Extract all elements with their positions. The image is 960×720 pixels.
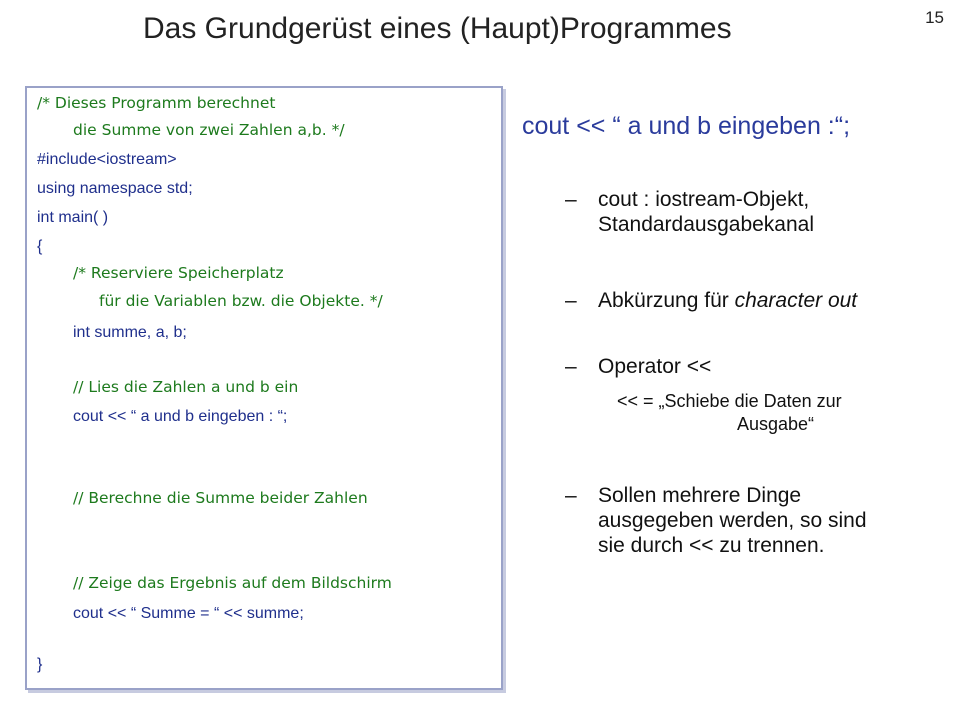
code-line-comment: die Summe von zwei Zahlen a,b. */ — [73, 121, 345, 139]
code-line-cout-sum: cout << “ Summe = “ << summe; — [73, 605, 304, 622]
operator-explanation-line: << = „Schiebe die Daten zur — [617, 391, 842, 411]
code-line-comment: für die Variablen bzw. die Objekte. */ — [99, 292, 383, 310]
code-line-main: int main( ) — [37, 209, 109, 226]
code-line-open-brace: { — [37, 238, 43, 255]
code-line-comment: // Berechne die Summe beider Zahlen — [73, 489, 368, 507]
code-line-declaration: int summe, a, b; — [73, 324, 187, 341]
code-line-comment: // Lies die Zahlen a und b ein — [73, 378, 299, 396]
code-line-include: #include<iostream> — [37, 151, 177, 168]
bullet-dash: – — [565, 484, 577, 507]
bullet-dash: – — [565, 188, 577, 211]
bullet-dash: – — [565, 289, 577, 312]
bullet-cout-object — [565, 187, 814, 237]
operator-explanation-line: Ausgabe“ — [737, 414, 815, 434]
page-number: 15 — [925, 8, 944, 27]
bullet-text: Sollen mehrere Dinge — [598, 484, 802, 507]
code-box — [25, 86, 503, 690]
code-line-namespace: using namespace std; — [37, 180, 193, 197]
bullet-text: Operator << — [598, 355, 712, 378]
bullet-text-prefix: Abkürzung für — [598, 289, 735, 312]
bullet-text: sie durch << zu trennen. — [598, 534, 825, 557]
bullet-text-italic: character out — [734, 289, 858, 312]
bullet-multiple-items — [565, 483, 867, 558]
bullet-text: ausgegeben werden, so sind — [598, 509, 867, 532]
bullet-dash: – — [565, 355, 577, 378]
explanation-heading: cout << “ a und b eingeben :“; — [522, 112, 851, 140]
code-line-comment: /* Dieses Programm berechnet — [37, 94, 276, 112]
code-line-comment: // Zeige das Ergebnis auf dem Bildschirm — [73, 574, 392, 592]
code-line-comment: /* Reserviere Speicherplatz — [73, 264, 284, 282]
bullet-text: Standardausgabekanal — [598, 213, 815, 236]
bullet-text: cout : iostream-Objekt, — [598, 188, 810, 211]
code-line-close-brace: } — [37, 656, 43, 673]
bullet-operator — [565, 354, 711, 379]
code-line-cout-input: cout << “ a und b eingeben : “; — [73, 408, 288, 425]
slide-title: Das Grundgerüst eines (Haupt)Programmes — [143, 12, 732, 45]
bullet-abbreviation — [565, 288, 857, 313]
bullet-text — [598, 288, 857, 313]
